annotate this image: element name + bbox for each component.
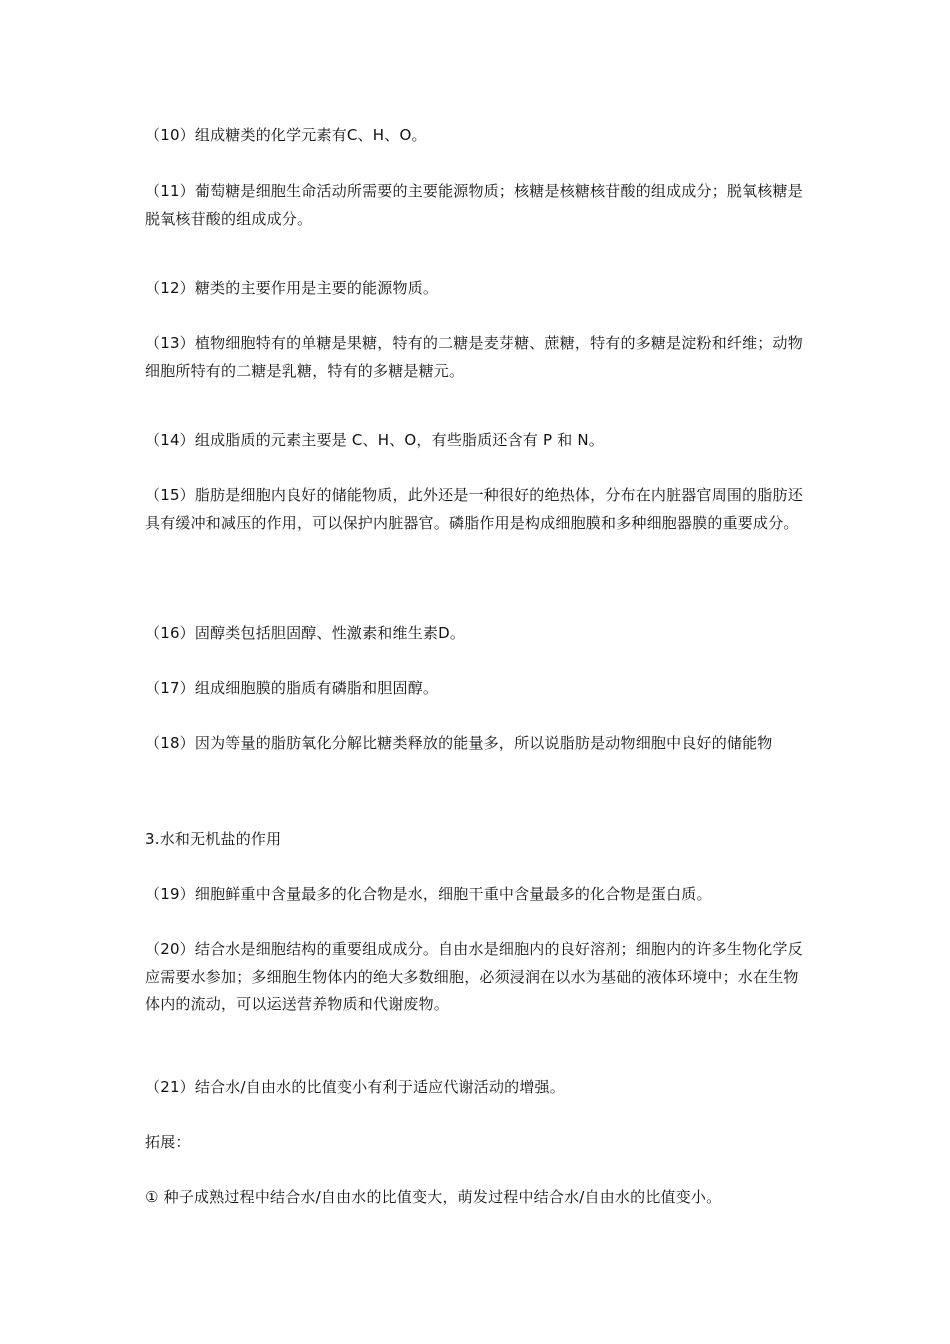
paragraph-11: （11）葡萄糖是细胞生命活动所需要的主要能源物质；核糖是核糖核苷酸的组成成分；脱氧核糖是脱氧核苷酸的组成成分。 <box>145 182 803 228</box>
extension-item-1: ① 种子成熟过程中结合水/自由水的比值变大，萌发过程中结合水/自由水的比值变小。 <box>145 1188 722 1206</box>
paragraph-13: （13）植物细胞特有的单糖是果糖，特有的二糖是麦芽糖、蔗糖，特有的多糖是淀粉和纤维；动物细胞所特有的二糖是乳糖，特有的多糖是糖元。 <box>145 334 803 380</box>
paragraph-19: （19）细胞鲜重中含量最多的化合物是水，细胞干重中含量最多的化合物是蛋白质。 <box>145 885 712 903</box>
paragraph-21: （21）结合水/自由水的比值变小有利于适应代谢活动的增强。 <box>145 1078 565 1096</box>
paragraph-15: （15）脂肪是细胞内良好的储能物质，此外还是一种很好的绝热体，分布在内脏器官周围的脂肪还具有缓冲和减压的作用，可以保护内脏器官。磷脂作用是构成细胞膜和多种细胞器膜的重要成分。 <box>145 486 803 532</box>
paragraph-18: （18）因为等量的脂肪氧化分解比糖类释放的能量多，所以说脂肪是动物细胞中良好的储能物 <box>145 734 773 752</box>
extension-heading: 拓展： <box>145 1133 191 1151</box>
paragraph-20: （20）结合水是细胞结构的重要组成成分。自由水是细胞内的良好溶剂；细胞内的许多生物化学反应需要水参加；多细胞生物体内的绝大多数细胞，必须浸润在以水为基础的液体环境中；水在生物体内的流动，可以运送营养物质和代谢废物。 <box>145 940 803 1013</box>
paragraph-10: （10）组成糖类的化学元素有C、H、O。 <box>145 126 427 144</box>
paragraph-16: （16）固醇类包括胆固醇、性激素和维生素D。 <box>145 624 466 642</box>
paragraph-12: （12）糖类的主要作用是主要的能源物质。 <box>145 279 439 297</box>
section-heading-water-salts: 3.水和无机盐的作用 <box>145 830 282 848</box>
paragraph-17: （17）组成细胞膜的脂质有磷脂和胆固醇。 <box>145 679 439 697</box>
paragraph-14: （14）组成脂质的元素主要是 C、H、O，有些脂质还含有 P 和 N。 <box>145 431 604 449</box>
